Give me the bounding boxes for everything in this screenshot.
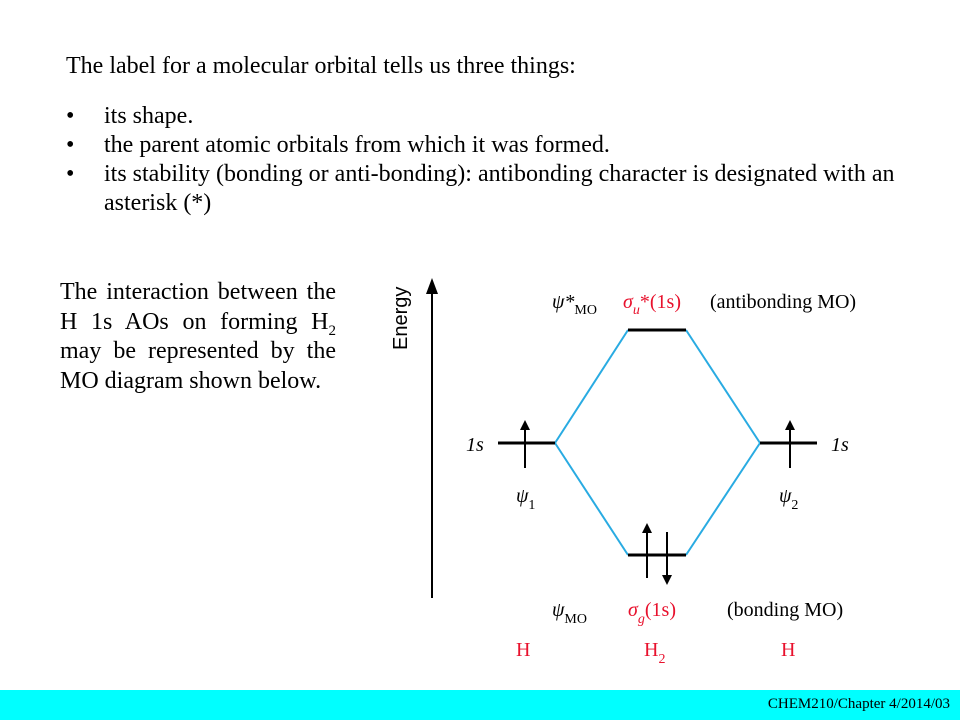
sigma-u-label: $\sigma_u*(1s)$ bbox=[623, 291, 681, 318]
bullet-dot-icon: • bbox=[66, 161, 75, 187]
energy-axis-arrow-icon bbox=[426, 278, 438, 294]
bullet-dot-icon: • bbox=[66, 132, 75, 158]
left-ao-label: 1s bbox=[466, 434, 484, 456]
antibonding-label: (antibonding MO) bbox=[710, 291, 857, 313]
bullet-list bbox=[66, 102, 916, 218]
side-paragraph bbox=[60, 278, 336, 396]
mo-diagram bbox=[380, 262, 880, 674]
bullet-item bbox=[66, 160, 916, 218]
energy-axis-label: Energy bbox=[390, 286, 412, 350]
psi-star-mo-label: $\psi*_{MO}$ bbox=[552, 291, 597, 318]
sigma-g-label: $\sigma_g(1s)$ bbox=[628, 599, 676, 627]
right-ao-label: 1s bbox=[831, 434, 849, 456]
bullet-text: its stability (bonding or anti-bonding): antibonding character is designated with an asterisk (*) bbox=[104, 161, 895, 216]
bullet-dot-icon: • bbox=[66, 103, 75, 129]
bullet-text: the parent atomic orbitals from which it was formed. bbox=[104, 132, 610, 158]
intro-text: The label for a molecular orbital tells us three things: bbox=[66, 53, 576, 79]
psi2-label: $\psi_2$ bbox=[779, 485, 799, 513]
bullet-text: its shape. bbox=[104, 103, 194, 129]
bullet-item bbox=[66, 102, 916, 131]
electron-arrows bbox=[525, 425, 790, 580]
bullet-item bbox=[66, 131, 916, 160]
psi1-label: $\psi_1$ bbox=[516, 485, 536, 513]
footer-text: CHEM210/Chapter 4/2014/03 bbox=[767, 696, 950, 712]
molecule-label: $H_2$ bbox=[644, 639, 666, 667]
side-text-part2: may be represented by the MO diagram shown below. bbox=[60, 338, 336, 394]
connector-lines bbox=[555, 330, 760, 555]
footer-bar bbox=[0, 690, 960, 720]
bonding-label: (bonding MO) bbox=[727, 599, 844, 621]
atom-right-label: H bbox=[781, 639, 796, 661]
psi-mo-label: $\psi_{MO}$ bbox=[552, 599, 587, 627]
side-text-subscript: 2 bbox=[328, 322, 336, 339]
atom-left-label: H bbox=[516, 639, 531, 661]
side-text-part1: The interaction between the H 1s AOs on forming H bbox=[60, 279, 336, 335]
